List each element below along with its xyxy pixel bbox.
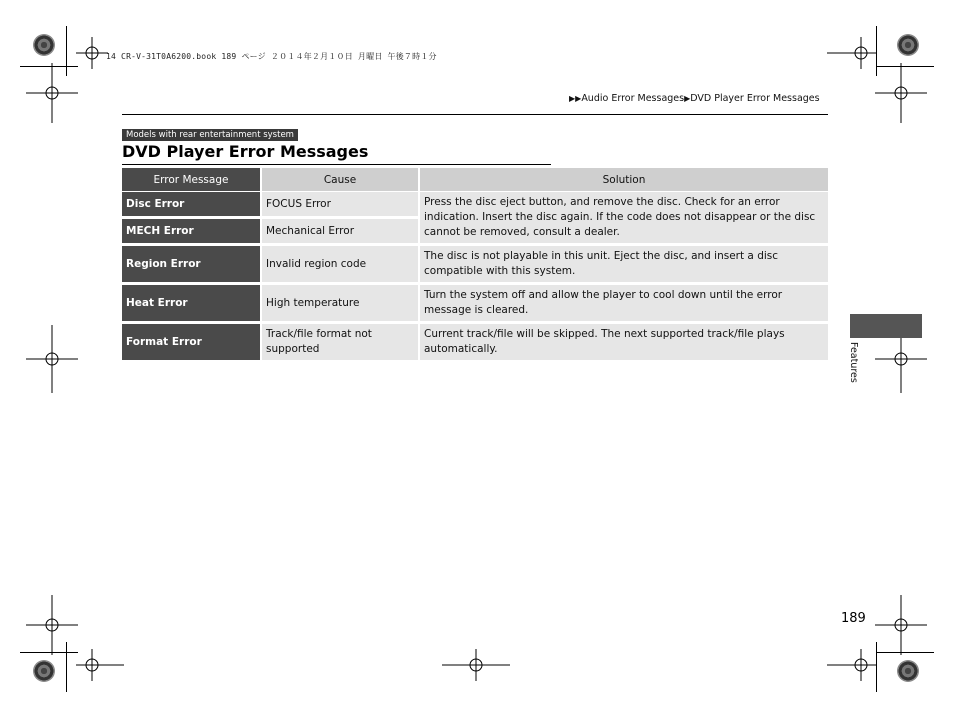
cause-cell: High temperature [260,285,418,321]
section-tab-label: Features [848,342,859,383]
breadcrumb-parent[interactable]: Audio Error Messages [581,93,685,104]
page-title: DVD Player Error Messages [122,142,369,161]
table-row [122,246,828,282]
breadcrumb-arrows-icon: ▶▶ [569,94,582,103]
solution-cell: Turn the system off and allow the player to cool down until the error message is cleared. [418,285,828,321]
error-message-cell: Region Error [122,246,260,282]
breadcrumb-current: DVD Player Error Messages [690,93,820,104]
breadcrumb-separator-icon: ▶ [684,94,691,103]
table-row [122,192,828,216]
table-row [122,324,828,360]
solution-cell: The disc is not playable in this unit. Eject the disc, and insert a disc compatible with this system. [418,246,828,282]
cause-cell: FOCUS Error [260,192,418,216]
table-row [122,285,828,321]
table-header-row [122,168,828,192]
column-header-solution: Solution [418,168,828,192]
cause-cell: Invalid region code [260,246,418,282]
error-message-cell: Format Error [122,324,260,360]
error-message-cell: MECH Error [122,219,260,243]
error-message-cell: Heat Error [122,285,260,321]
solution-cell: Press the disc eject button, and remove the disc. Check for an error indication. Insert the disc again. If the code does not disappear or the disc cannot be removed, consult a dealer. [418,192,828,243]
cause-cell: Track/file format not supported [260,324,418,360]
column-header-cause: Cause [260,168,418,192]
title-rule [122,164,551,165]
header-rule [122,114,828,115]
breadcrumb [569,93,820,104]
page-number: 189 [841,611,866,626]
column-header-error-message: Error Message [122,168,260,192]
model-tag: Models with rear entertainment system [122,129,298,141]
section-tab[interactable] [850,314,922,338]
solution-cell: Current track/file will be skipped. The next supported track/file plays automatically. [418,324,828,360]
error-message-cell: Disc Error [122,192,260,216]
book-info: 14 CR-V-31T0A6200.book 189 ページ ２０１４年２月１０日 月曜日 午後７時１分 [106,52,437,61]
error-table [122,168,828,360]
cause-cell: Mechanical Error [260,219,418,243]
